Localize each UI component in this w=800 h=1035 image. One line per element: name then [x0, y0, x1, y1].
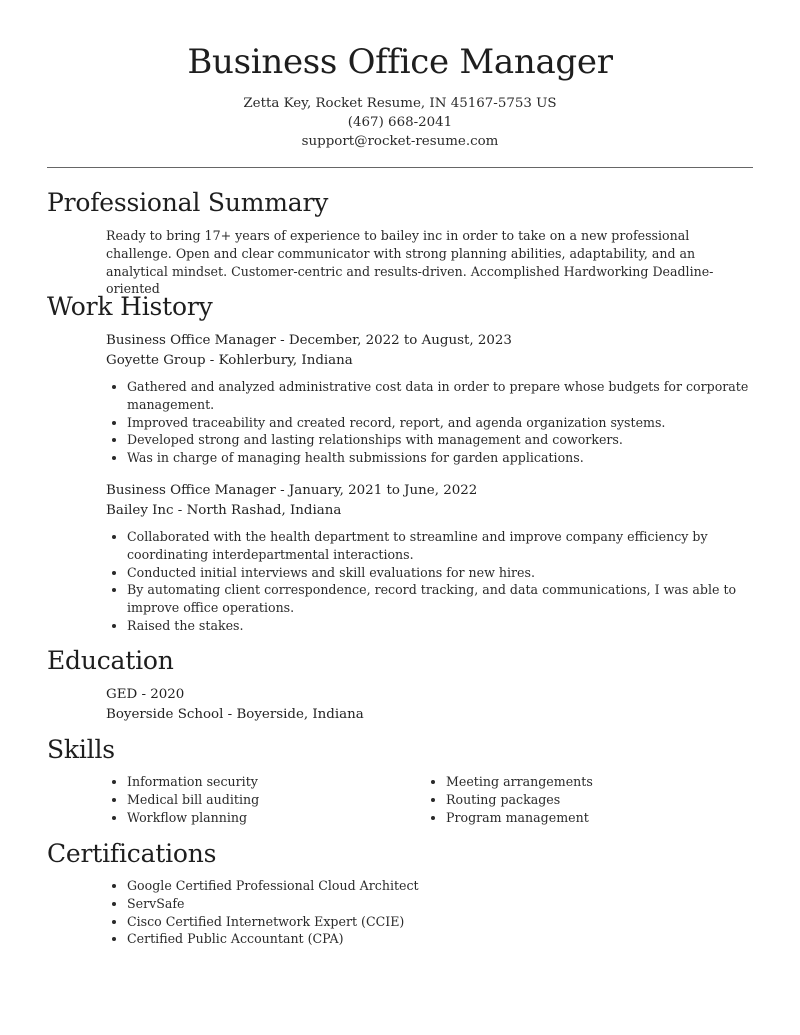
skill-item: • Program management	[446, 809, 593, 827]
job-bullets	[0, 528, 800, 635]
skill-item: • Meeting arrangements	[446, 773, 593, 791]
certification-item: • Google Certified Professional Cloud Architect	[127, 877, 800, 895]
certification-item: • ServSafe	[127, 895, 800, 913]
section-title-summary: Professional Summary	[47, 188, 329, 217]
job-bullet: • Raised the stakes.	[127, 617, 750, 635]
education-entry	[0, 685, 800, 724]
section-title-work-history: Work History	[47, 292, 213, 321]
job-entry	[0, 331, 800, 467]
section-title-certifications: Certifications	[47, 839, 217, 868]
skill-item: • Information security	[127, 773, 259, 791]
address: Zetta Key, Rocket Resume, IN 45167-5753 US	[243, 96, 557, 111]
job-company-location: Bailey Inc - North Rashad, Indiana	[106, 502, 342, 518]
job-bullet: • Gathered and analyzed administrative cost data in order to prepare whose budgets for corporate management.	[127, 378, 750, 414]
degree-year: GED - 2020	[106, 687, 185, 702]
job-bullet: • By automating client correspondence, record tracking, and data communications, I was able to improve office operations.	[127, 581, 750, 617]
job-role-dates: Business Office Manager - January, 2021 to June, 2022	[106, 483, 478, 498]
job-bullet: • Collaborated with the health department to streamline and improve company efficiency by coordinating interdepartmental interactions.	[127, 528, 750, 564]
skill-item: • Medical bill auditing	[127, 791, 259, 809]
job-bullets	[0, 378, 800, 467]
skill-item: • Routing packages	[446, 791, 593, 809]
section-title-skills: Skills	[47, 735, 115, 764]
contact-info	[0, 94, 800, 151]
resume-header	[0, 0, 800, 151]
job-bullet: • Improved traceability and created record, report, and agenda organization systems.	[127, 414, 750, 432]
certification-item: • Cisco Certified Internetwork Expert (CCIE)	[127, 913, 800, 931]
certification-item: • Certified Public Accountant (CPA)	[127, 930, 800, 948]
summary-text: Ready to bring 17+ years of experience to bailey inc in order to take on a new professional challenge. Open and clear communicator with strong planning abilities, adaptability, and an analytical mindset. Customer-centric and results-driven. Accomplished Hardworking Deadline-oriented	[106, 228, 714, 297]
job-bullet: • Conducted initial interviews and skill evaluations for new hires.	[127, 564, 750, 582]
email: support@rocket-resume.com	[301, 134, 499, 149]
school-location: Boyerside School - Boyerside, Indiana	[106, 706, 364, 722]
job-company-location: Goyette Group - Kohlerbury, Indiana	[106, 352, 353, 368]
resume-title: Business Office Manager	[187, 42, 613, 82]
job-bullet: • Developed strong and lasting relationships with management and coworkers.	[127, 431, 750, 449]
job-bullet: • Was in charge of managing health submissions for garden applications.	[127, 449, 750, 467]
phone: (467) 668-2041	[347, 115, 453, 130]
section-title-education: Education	[47, 646, 174, 675]
skills-column-right	[0, 773, 593, 826]
certifications-list	[0, 877, 800, 948]
header-divider	[47, 167, 753, 168]
skill-item: • Workflow planning	[127, 809, 259, 827]
job-role-dates: Business Office Manager - December, 2022 to August, 2023	[106, 333, 512, 348]
job-entry	[0, 481, 800, 635]
